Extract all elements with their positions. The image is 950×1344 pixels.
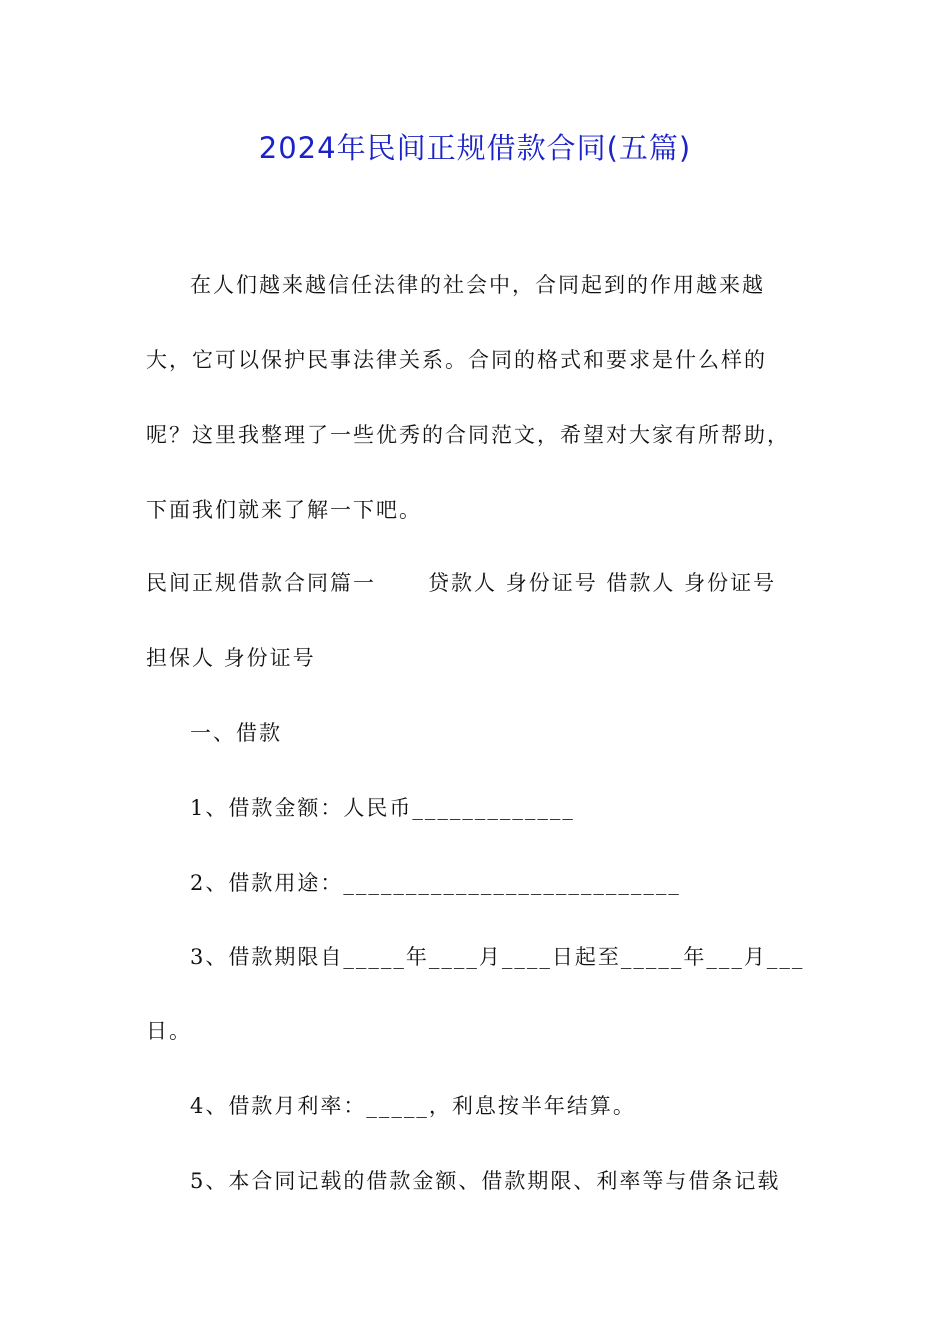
guarantor-line: 担保人 身份证号 (146, 646, 316, 670)
section-one-heading: 一、借款 (190, 721, 282, 745)
paragraph-line-1: 在人们越来越信任法律的社会中，合同起到的作用越来越 (190, 273, 765, 297)
clause-2: 2、借款用途：___________________________ (190, 871, 681, 895)
paragraph-line-2: 大，它可以保护民事法律关系。合同的格式和要求是什么样的 (146, 348, 767, 372)
document-title: 2024年民间正规借款合同(五篇) (258, 131, 692, 165)
clause-3: 3、借款期限自_____年____月____日起至_____年___月___ (190, 945, 805, 969)
clause-1: 1、借款金额：人民币_____________ (190, 796, 575, 820)
paragraph-line-4: 下面我们就来了解一下吧。 (146, 498, 422, 522)
clause-3-continued: 日。 (146, 1019, 192, 1043)
clause-4: 4、借款月利率：_____，利息按半年结算。 (190, 1094, 636, 1118)
contract-heading-line: 民间正规借款合同篇一 贷款人 身份证号 借款人 身份证号 (146, 571, 777, 595)
paragraph-line-3: 呢？这里我整理了一些优秀的合同范文，希望对大家有所帮助， (146, 423, 790, 447)
clause-5: 5、本合同记载的借款金额、借款期限、利率等与借条记载 (190, 1169, 781, 1193)
